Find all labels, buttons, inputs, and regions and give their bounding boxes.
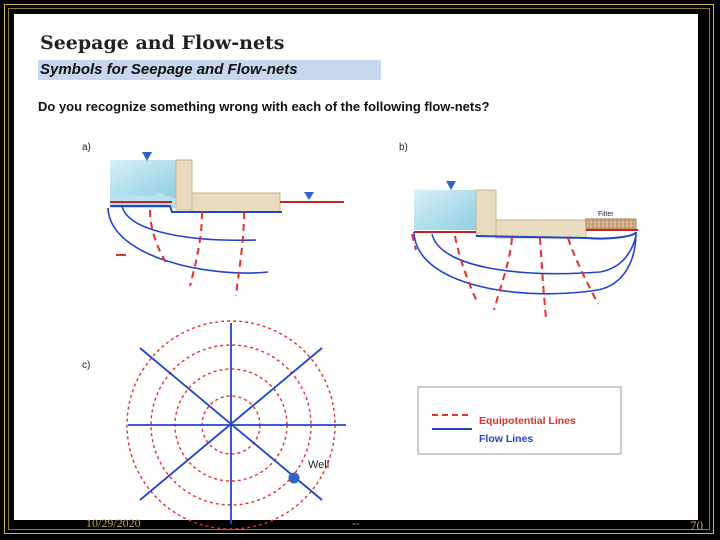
equipotential-line-b-3 — [540, 238, 546, 318]
figure-a-label: a) — [82, 142, 91, 153]
dam-wall-b — [476, 190, 496, 236]
figure-b-label: b) — [399, 142, 408, 153]
footer-page-number: 70 — [690, 518, 703, 533]
equipotential-line-b-1 — [455, 236, 478, 304]
equipotential-line-b-4 — [568, 238, 598, 304]
footer-date: 10/29/2020 — [86, 516, 141, 530]
well-marker — [289, 473, 300, 484]
tailwater-level-icon-a — [304, 192, 314, 200]
legend-equipotential-label: Equipotential Lines — [479, 415, 576, 427]
water-level-icon-a — [142, 152, 152, 161]
well-label: Well — [308, 459, 330, 471]
figure-b — [412, 181, 638, 318]
figure-a — [108, 152, 344, 296]
equipotential-line-a-2 — [190, 212, 202, 286]
water-level-icon-b — [446, 181, 456, 190]
reservoir-water-b — [414, 190, 476, 230]
reservoir-water-a — [110, 160, 176, 198]
dam-floor-a — [192, 193, 280, 212]
flow-line-b-1 — [432, 234, 636, 274]
footer-center-text: -- — [352, 518, 360, 530]
slide-subtitle: Symbols for Seepage and Flow-nets — [38, 60, 381, 80]
slide-question: Do you recognize something wrong with each of the following flow-nets? — [38, 99, 490, 114]
filter-label: Filter — [598, 211, 614, 218]
flow-line-b-2 — [414, 232, 636, 294]
equipotential-line-a-3 — [236, 212, 244, 296]
dam-wall-a — [176, 160, 192, 210]
figure-c — [127, 321, 346, 529]
legend-flow-label: Flow Lines — [479, 433, 534, 445]
slide-title: Seepage and Flow-nets — [40, 32, 285, 54]
figure-c-label: c) — [82, 360, 91, 371]
equipotential-line-b-2 — [494, 238, 512, 310]
dam-floor-b — [496, 220, 586, 238]
